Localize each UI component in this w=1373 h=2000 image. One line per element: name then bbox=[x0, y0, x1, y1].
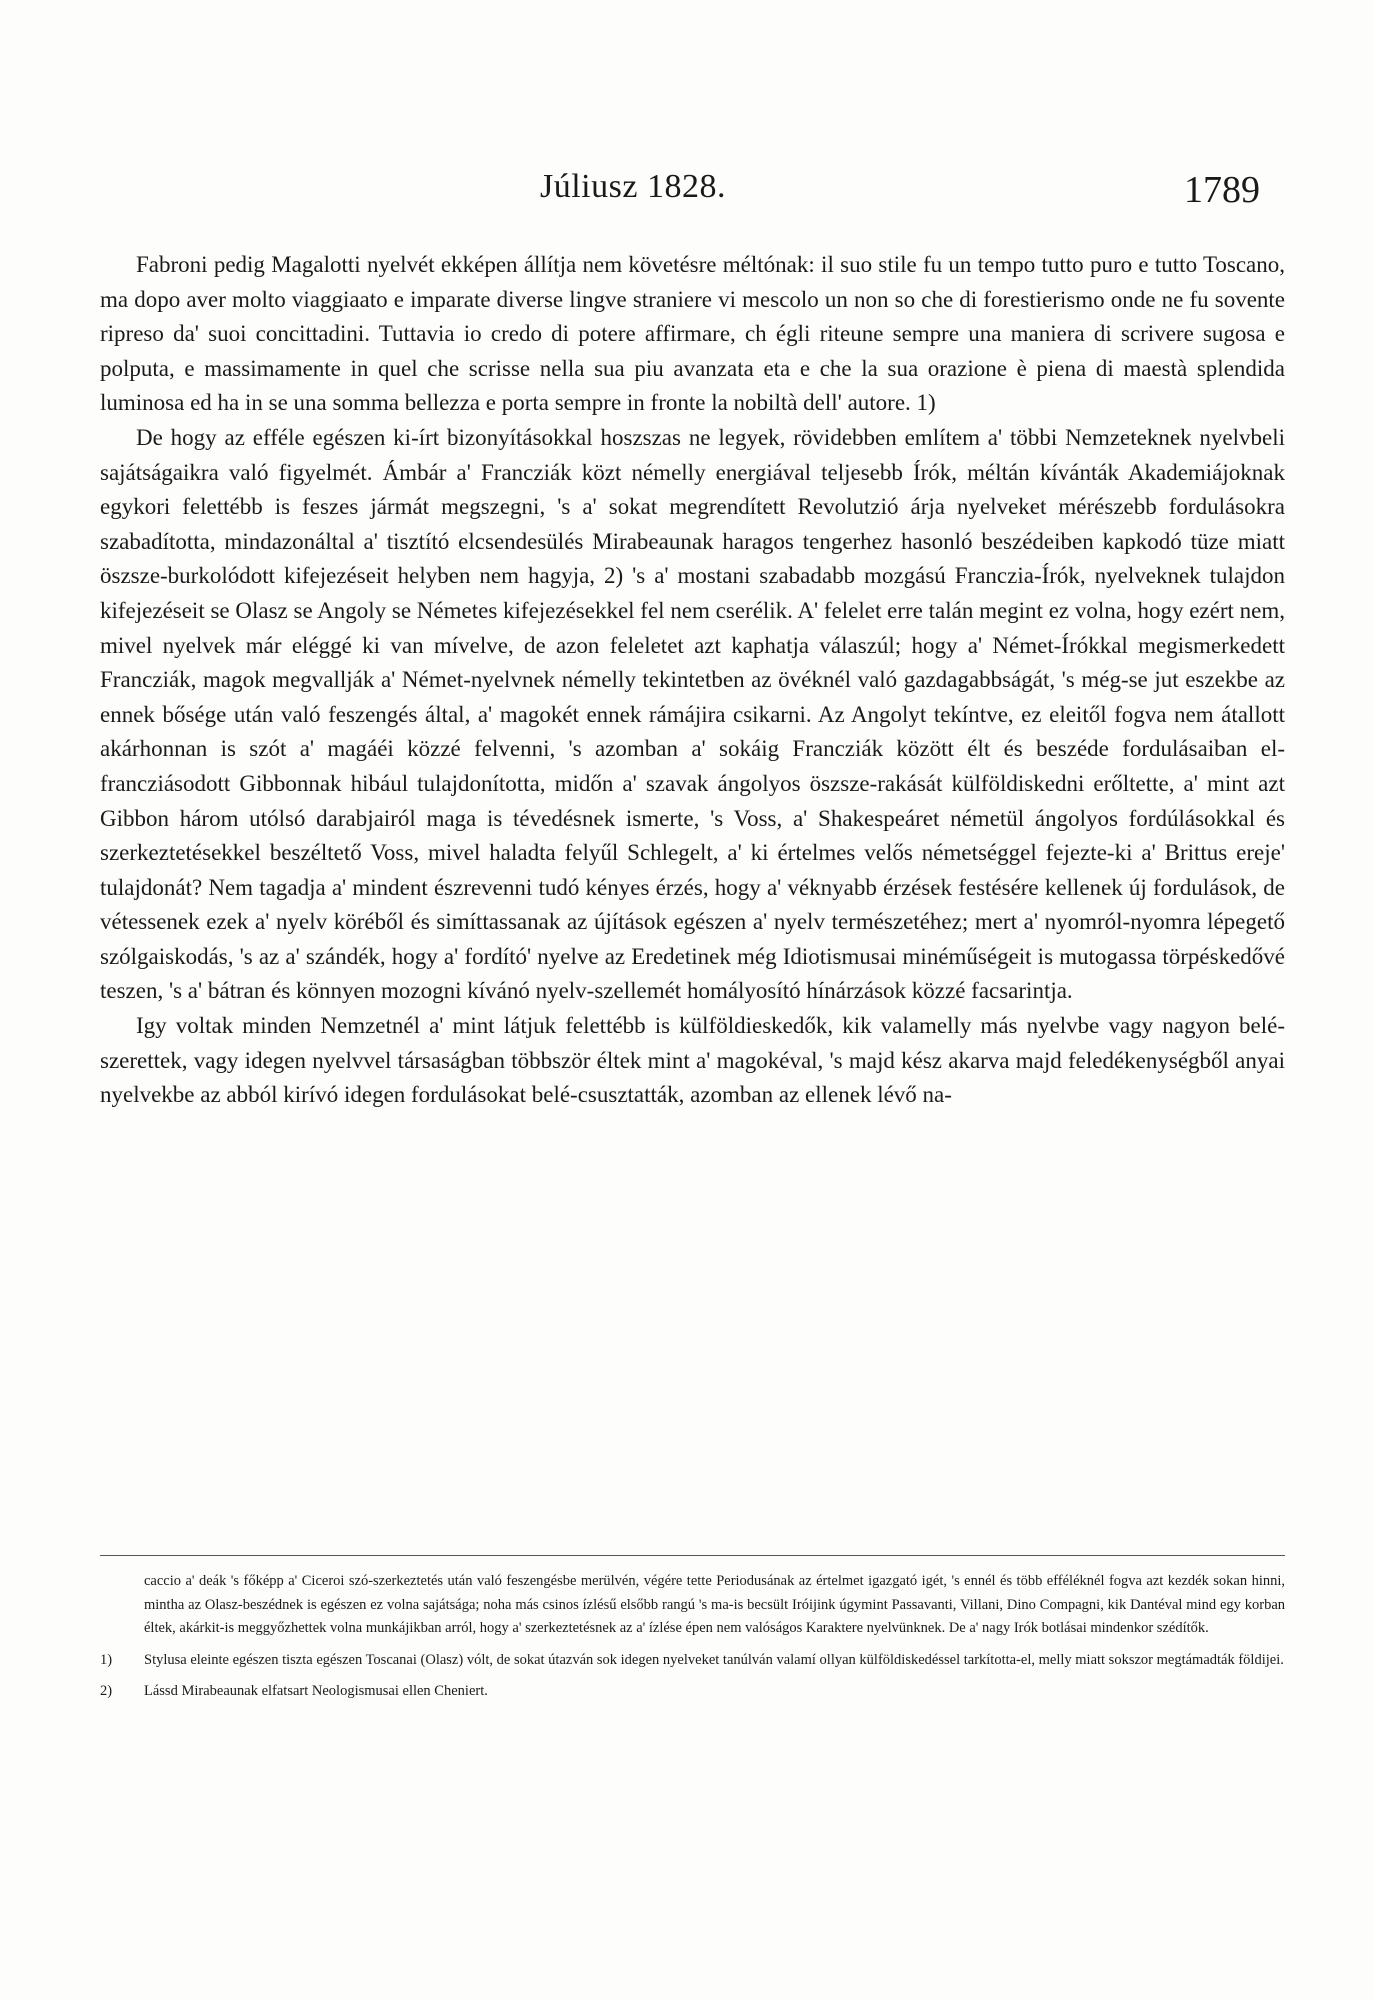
footnote-continuation: caccio a' deák 's főképp a' Ciceroi szó-szerkeztetés után való feszengésbe merülvén, végére tette Periodusának az értelmet igazgató igét, 's ennél és több efféléknél fogva azt kezdék sokan hinni, mintha az Olasz-beszédnek is egészen ez volna sajátsága; noha más csinos ízlésű elsőbb rangú 's ma-is becsült Iróijink úgymint Passavanti, Villani, Dino Compagni, kik Dantéval mind egy korban éltek, akárkit-is meggyőzhettek volna munkájikban arról, hogy a' szerkeztetésnek az a' ízlése épen nem valóságos Karaktere nyelvünknek. De a' nagy Irók botlásai mindenkor szédítők. bbox=[144, 1573, 1285, 1636]
footnote bbox=[100, 1680, 1285, 1704]
paragraph: Fabroni pedig Magalotti nyelvét ekképen állítja nem követésre méltónak: il suo stile fu un tempo tutto puro e tutto Toscano, ma dopo aver molto viaggiaato e imparate diverse lingve straniere vi mescolo un non so che di forestierismo onde ne fu sovente ripreso da' suoi concittadini. Tuttavia io credo di potere affirmare, ch égli riteune sempre una maniera di scrivere sugosa e polputa, e massimamente in quel che scrisse nella sua piu avanzata eta e che la sua orazione è piena di maestà splendida luminosa ed ha in se una somma bellezza e porta sempre in fronte la nobiltà dell' autore. 1) bbox=[100, 252, 1285, 416]
paragraph: De hogy az efféle egészen ki-írt bizonyításokkal hoszszas ne legyek, rövidebben említem a' többi Nemzeteknek nyelvbeli sajátságaikra való figyelmét. Ámbár a' Francziák közt némelly energiával teljesebb Írók, méltán kívánták Akademiájoknak egykori felettébb is feszes jármát megszegni, 's a' sokat megrendített Revolutzió árja nyelveket mérészebb fordulásokra szabadította, mindazonáltal a' tisztító elcsendesülés Mirabeaunak haragos tengerhez hasonló beszédeiben kapkodó tüze miatt öszsze-burkolódott kifejezéseit helyben nem hagyja, 2) 's a' mostani szabadabb mozgású Franczia-Írók, nyelveknek tulajdon kifejezéseit se Olasz se Angoly se Németes kifejezésekkel fel nem cserélik. A' felelet erre talán megint ez volna, hogy ezért nem, mivel nyelvek már eléggé ki van mívelve, de azon feleletet azt kaphatja válaszúl; hogy a' Német-Írókkal megismerkedett Francziák, magok megvallják a' Német-nyelvnek némelly tekintetben az övéknél való gazdagabbságát, 's még-se jut eszekbe az ennek bősége után való feszengés által, a' magokét ennek rámájira csikarni. Az Angolyt tekíntve, ez eleitől fogva nem átallott akárhonnan is szót a' magáéi közzé felvenni, 's azomban a' sokáig Francziák között élt és beszéde fordulásaiban el-francziásodott Gibbonnak hibául tulajdonította, midőn a' szavak ángolyos öszsze-rakását külföldiskedni erőltette, a' mint azt Gibbon három utólsó darabjairól maga is tévedésnek ismerte, 's Voss, a' Shakespeáret németül ángolyos fordúlásokkal és szerkeztetésekkel beszéltető Voss, mivel haladta felyűl Schlegelt, a' ki értelmes velős németséggel fejezte-ki a' Brittus ereje' tulajdonát? Nem tagadja a' mindent észrevenni tudó kényes érzés, hogy a' véknyabb érzések festésére kellenek új fordulások, de vétessenek ezek a' nyelv köréből és simíttassanak az újítások egészen a' nyelv természetéhez; mert a' nyomról-nyomra lépegető szólgaiskodás, 's az a' szándék, hogy a' fordító' nyelve az Eredetinek még Idiotismusai minéműségeit is mutogassa törpéskedővé teszen, 's a' bátran és könnyen mozogni kívánó nyelv-szellemét homályosító hínárzások közzé facsarintja. bbox=[100, 424, 1285, 1004]
page-number: 1789 bbox=[1184, 169, 1260, 211]
footnote bbox=[100, 1649, 1285, 1673]
footnotes bbox=[100, 1570, 1285, 1704]
footnote-marker: 2) bbox=[100, 1683, 113, 1699]
paragraph: Igy voltak minden Nemzetnél a' mint látjuk felettébb is külföldieskedők, kik valamelly más nyelvbe vagy nagyon belé-szerettek, vagy idegen nyelvvel társaságban többször éltek mint a' magokéval, 's majd kész akarva majd feledékenységből anyai nyelvekbe az abból kirívó idegen fordulásokat belé-csusztatták, azomban az ellenek lévő na- bbox=[100, 1013, 1285, 1108]
footnote-marker: 1) bbox=[100, 1651, 113, 1668]
page-header bbox=[540, 168, 1260, 228]
footnote-divider bbox=[100, 1555, 1285, 1556]
footnote-text: Lássd Mirabeaunak elfatsart Neologismusai ellen Cheniert. bbox=[144, 1683, 488, 1699]
footnote-text: Stylusa eleinte egészen tiszta egészen Toscanai (Olasz) vólt, de sokat útazván sok idegen nyelveket tanúlván valamí ollyan külföldiskedéssel tarkította-el, melly miatt sokszor megtámadták földijei. bbox=[144, 1651, 1284, 1668]
main-text bbox=[100, 248, 1285, 1113]
running-head-title: Júliusz 1828. bbox=[540, 168, 726, 205]
